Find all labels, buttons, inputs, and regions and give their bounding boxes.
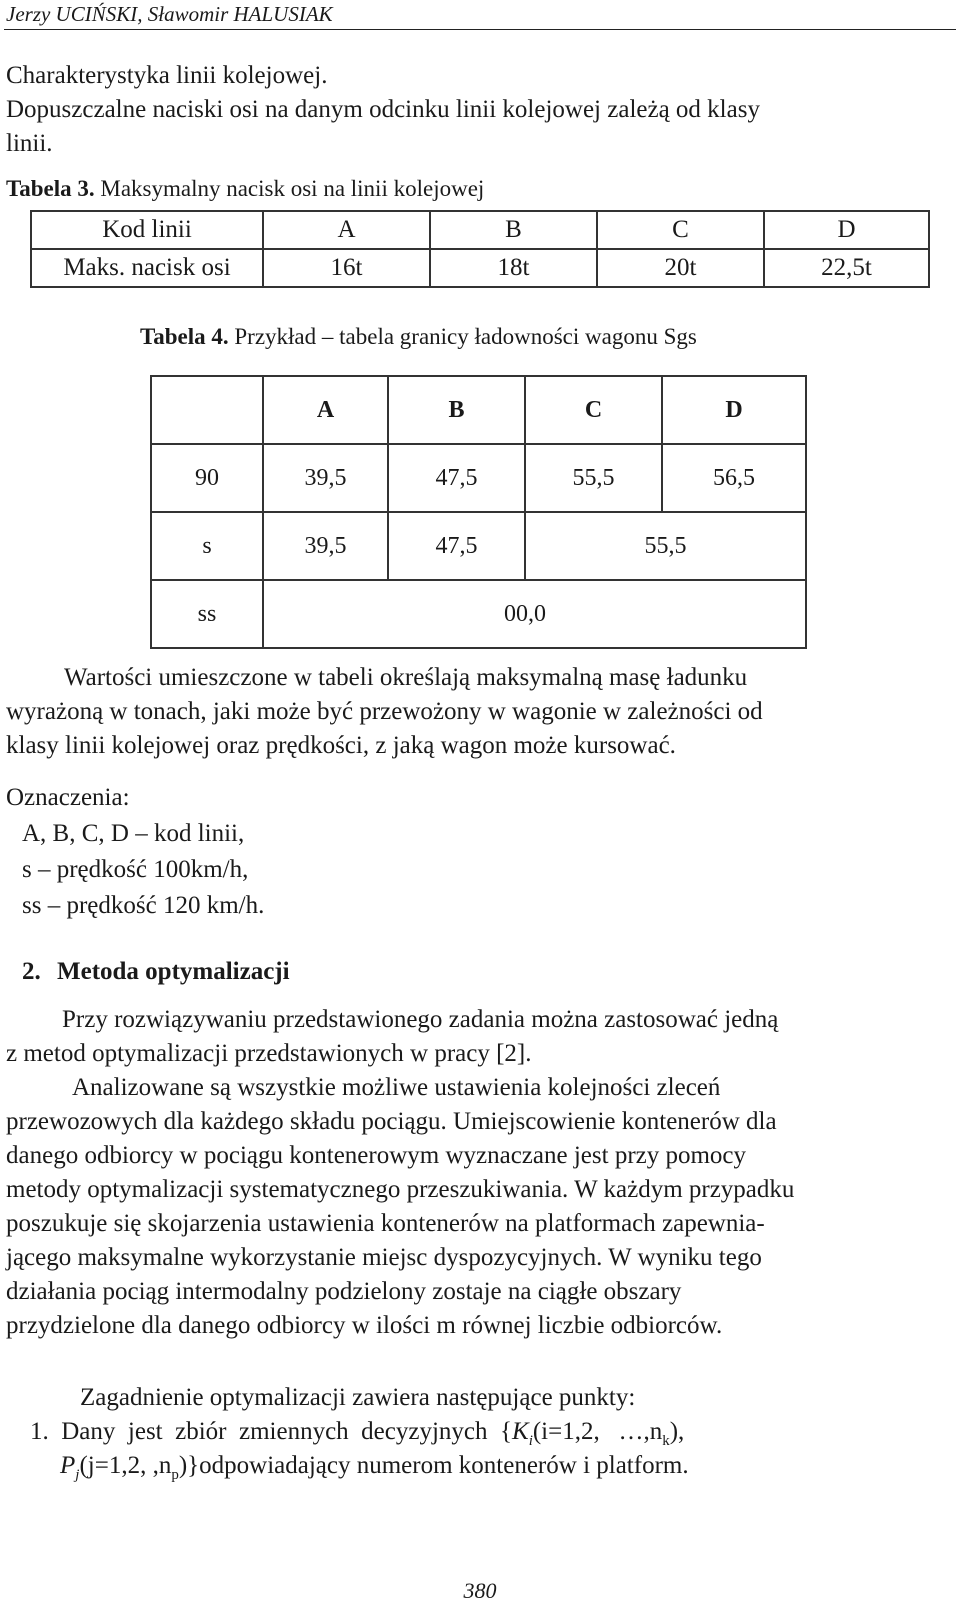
table4-cell: D (662, 376, 806, 444)
para2-line-1: Analizowane są wszystkie możliwe ustawienia kolejności zleceń (72, 1074, 721, 1101)
table4-cell: C (525, 376, 662, 444)
table3-header-row (31, 211, 929, 249)
table3-cell: C (597, 211, 764, 249)
para2-line-2: przewozowych dla każdego składu pociągu. Umiejscowienie kontenerów dla (6, 1108, 777, 1135)
table3-cell: A (263, 211, 430, 249)
table4-cell: A (263, 376, 388, 444)
table4-cell: ss (151, 580, 263, 648)
table3-cell: 16t (263, 249, 430, 287)
table3-cell: 22,5t (764, 249, 929, 287)
table3-label: Tabela 3. (6, 176, 95, 201)
symbol-k: K (512, 1418, 529, 1445)
legend-item: A, B, C, D – kod linii, (22, 820, 245, 847)
table4-cell: 00,0 (263, 580, 806, 648)
list-item-1-text: )}odpowiadający numerom kontenerów i platform. (178, 1452, 689, 1479)
table4-cell: s (151, 512, 263, 580)
table4-header-row (151, 376, 806, 444)
table3-cell: D (764, 211, 929, 249)
legend-title: Oznaczenia: (6, 784, 130, 811)
table4-label: Tabela 4. (140, 324, 229, 349)
para3: Zagadnienie optymalizacji zawiera następujące punkty: (80, 1384, 636, 1411)
section-heading (22, 958, 290, 986)
page-number: 380 (463, 1578, 497, 1603)
legend-item: s – prędkość 100km/h, (22, 856, 249, 883)
list-item-1-text: (j=1,2, ,n (79, 1452, 172, 1479)
table4-row-ss (151, 580, 806, 648)
table3-caption (6, 176, 484, 202)
table3 (30, 210, 930, 288)
section-title: Metoda optymalizacji (57, 958, 290, 985)
table4-cell: 55,5 (525, 444, 662, 512)
table3-cell: B (430, 211, 597, 249)
para2-line-8: przydzielone dla danego odbiorcy w ilości m równej liczbie odbiorców. (6, 1312, 723, 1339)
table3-cell: 20t (597, 249, 764, 287)
table4-caption (140, 324, 697, 350)
table3-cell: 18t (430, 249, 597, 287)
table4-cell (151, 376, 263, 444)
list-item-1-text: 1. Dany jest zbiór zmiennych decyzyjnych { (30, 1418, 512, 1445)
header-rule (4, 29, 956, 30)
table4-caption-text: Przykład – tabela granicy ładowności wagonu Sgs (234, 324, 697, 349)
subscript-k: k (662, 1433, 670, 1449)
table4-cell: 55,5 (525, 512, 806, 580)
table4 (150, 375, 807, 649)
list-item-1-line-1 (30, 1418, 684, 1450)
intro-title: Charakterystyka linii kolejowej. (6, 62, 328, 89)
subscript-j: j (75, 1467, 80, 1483)
subscript-i: i (528, 1433, 533, 1449)
desc-line-2: wyrażoną w tonach, jaki może być przewożony w wagonie w zależności od (6, 698, 763, 725)
table4-cell: 39,5 (263, 512, 388, 580)
table4-row-90 (151, 444, 806, 512)
table4-cell: 56,5 (662, 444, 806, 512)
symbol-p: P (60, 1452, 76, 1479)
running-header: Jerzy UCIŃSKI, Sławomir HALUSIAK (6, 2, 333, 26)
table3-cell: Kod linii (31, 211, 263, 249)
section-number: 2. (22, 958, 41, 985)
legend-item: ss – prędkość 120 km/h. (22, 892, 265, 919)
para2-line-5: poszukuje się skojarzenia ustawienia kontenerów na platformach zapewnia- (6, 1210, 765, 1237)
table4-cell: 47,5 (388, 512, 525, 580)
intro-line-1: Dopuszczalne naciski osi na danym odcinku linii kolejowej zależą od klasy (6, 96, 760, 123)
subscript-p: p (171, 1467, 179, 1483)
table4-row-s (151, 512, 806, 580)
para1-line-2: z metod optymalizacji przedstawionych w pracy [2]. (6, 1040, 532, 1067)
table4-cell: 90 (151, 444, 263, 512)
table3-cell: Maks. nacisk osi (31, 249, 263, 287)
table3-caption-text: Maksymalny nacisk osi na linii kolejowej (100, 176, 485, 201)
para2-line-3: danego odbiorcy w pociągu kontenerowym wyznaczane jest przy pomocy (6, 1142, 747, 1169)
table4-cell: B (388, 376, 525, 444)
para2-line-4: metody optymalizacji systematycznego przeszukiwania. W każdym przypadku (6, 1176, 795, 1203)
table3-data-row (31, 249, 929, 287)
desc-line-1: Wartości umieszczone w tabeli określają maksymalną masę ładunku (64, 664, 748, 691)
list-item-1-text: (i=1,2, …,n (532, 1418, 663, 1445)
list-item-1-line-2 (60, 1452, 689, 1484)
intro-line-2: linii. (6, 130, 53, 157)
list-item-1-text: ), (669, 1418, 685, 1445)
para2-line-7: działania pociąg intermodalny podzielony zostaje na ciągłe obszary (6, 1278, 682, 1305)
table4-cell: 47,5 (388, 444, 525, 512)
desc-line-3: klasy linii kolejowej oraz prędkości, z jaką wagon może kursować. (6, 732, 676, 759)
para2-line-6: jącego maksymalne wykorzystanie miejsc dyspozycyjnych. W wyniku tego (6, 1244, 762, 1271)
table4-cell: 39,5 (263, 444, 388, 512)
para1-line-1: Przy rozwiązywaniu przedstawionego zadania można zastosować jedną (62, 1006, 779, 1033)
